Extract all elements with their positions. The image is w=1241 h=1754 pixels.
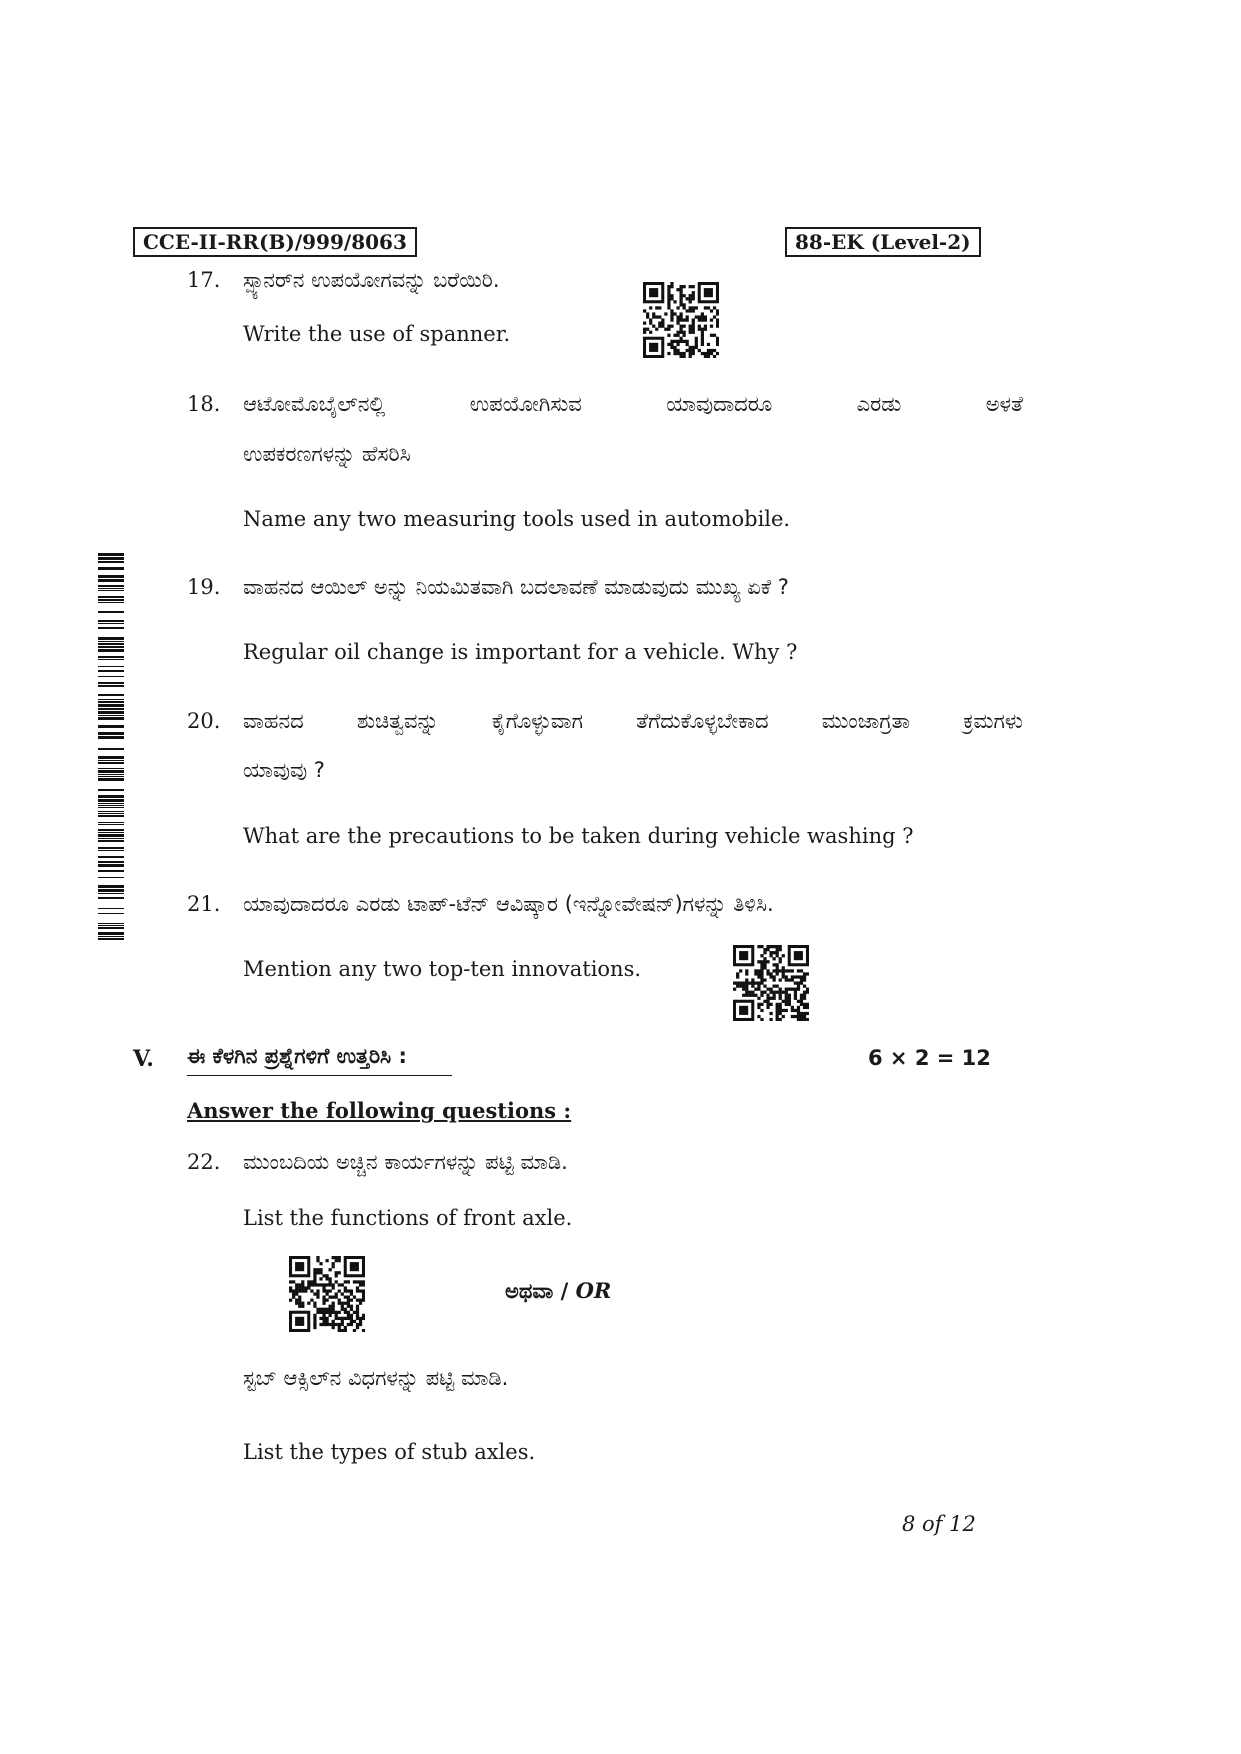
question-18-number: 18. xyxy=(187,392,221,416)
or-separator xyxy=(505,1278,611,1304)
question-18-kannada-line2: ಉಪಕರಣಗಳನ್ನು ಹೆಸರಿಸಿ xyxy=(243,442,411,466)
question-17-english: Write the use of spanner. xyxy=(243,322,511,346)
subject-code: 88-EK (Level-2) xyxy=(795,230,971,254)
section-title-english: Answer the following questions : xyxy=(187,1098,572,1123)
question-22-alt-kannada: ಸ್ಟಬ್ ಆಕ್ಸಿಲ್‌ನ ವಿಧಗಳನ್ನು ಪಟ್ಟಿ ಮಾಡಿ. xyxy=(243,1366,509,1390)
or-kannada: ಅಥವಾ xyxy=(505,1279,554,1303)
qr-code-image xyxy=(643,282,719,358)
question-19-kannada: ವಾಹನದ ಆಯಿಲ್ ಅನ್ನು ನಿಯಮಿತವಾಗಿ ಬದಲಾವಣೆ ಮಾಡುವುದು ಮುಖ್ಯ ಏಕೆ ? xyxy=(243,575,789,599)
q18-word: ಆಟೋಮೊಬೈಲ್‌ನಲ್ಲಿ xyxy=(243,392,386,416)
q18-word: ಎರಡು xyxy=(856,392,902,416)
q20-word: ಶುಚಿತ್ವವನ್ನು xyxy=(356,709,439,733)
question-18-kannada-line1 xyxy=(243,392,1023,417)
question-22-english: List the functions of front axle. xyxy=(243,1206,573,1230)
subject-code-box xyxy=(785,227,981,257)
section-marks: 6 × 2 = 12 xyxy=(868,1046,991,1070)
question-21-kannada: ಯಾವುದಾದರೂ ಎರಡು ಟಾಪ್-ಟೆನ್ ಆವಿಷ್ಕಾರ (ಇನ್ನೋವೇಷನ್)ಗಳನ್ನು ತಿಳಿಸಿ. xyxy=(243,892,774,916)
q20-word: ತೆಗೆದುಕೊಳ್ಳಬೇಕಾದ xyxy=(636,709,769,733)
question-18-english: Name any two measuring tools used in automobile. xyxy=(243,507,791,531)
question-19-english: Regular oil change is important for a vehicle. Why ? xyxy=(243,640,798,664)
question-22-alt-english: List the types of stub axles. xyxy=(243,1440,536,1464)
q20-word: ಕ್ರಮಗಳು xyxy=(963,709,1023,733)
question-17-number: 17. xyxy=(187,268,221,292)
q18-word: ಯಾವುದಾದರೂ xyxy=(666,392,773,416)
q18-word: ಉಪಯೋಗಿಸುವ xyxy=(469,392,582,416)
question-20-number: 20. xyxy=(187,709,221,733)
or-slash: / xyxy=(553,1278,576,1303)
barcode-image xyxy=(98,553,124,948)
question-20-kannada-line1 xyxy=(243,709,1023,734)
question-17-kannada: ಸ್ಪ್ಯಾನರ್‌ನ ಉಪಯೋಗವನ್ನು ಬರೆಯಿರಿ. xyxy=(243,268,500,292)
question-20-kannada-line2: ಯಾವುವು ? xyxy=(243,758,325,782)
q20-word: ವಾಹನದ xyxy=(243,709,304,733)
page-number: 8 of 12 xyxy=(902,1512,976,1536)
question-20-english: What are the precautions to be taken during vehicle washing ? xyxy=(243,824,914,848)
q20-word: ಮುಂಜಾಗ್ರತಾ xyxy=(821,709,911,733)
qr-code-image xyxy=(733,945,809,1021)
question-19-number: 19. xyxy=(187,575,221,599)
q18-word: ಅಳತೆ xyxy=(985,392,1023,416)
question-22-kannada: ಮುಂಬದಿಯ ಅಚ್ಚಿನ ಕಾರ್ಯಗಳನ್ನು ಪಟ್ಟಿ ಮಾಡಿ. xyxy=(243,1150,568,1174)
section-number: V. xyxy=(133,1046,154,1072)
section-title-kannada: ಈ ಕೆಳಗಿನ ಪ್ರಶ್ನೆಗಳಿಗೆ ಉತ್ತರಿಸಿ : xyxy=(187,1044,452,1076)
paper-code: CCE-II-RR(B)/999/8063 xyxy=(143,230,407,254)
qr-code-image xyxy=(289,1256,365,1332)
q20-word: ಕೈಗೊಳ್ಳುವಾಗ xyxy=(491,709,583,733)
question-21-english: Mention any two top-ten innovations. xyxy=(243,957,642,981)
or-english: OR xyxy=(575,1278,612,1303)
question-21-number: 21. xyxy=(187,892,221,916)
paper-code-box xyxy=(133,227,417,257)
question-22-number: 22. xyxy=(187,1150,221,1174)
